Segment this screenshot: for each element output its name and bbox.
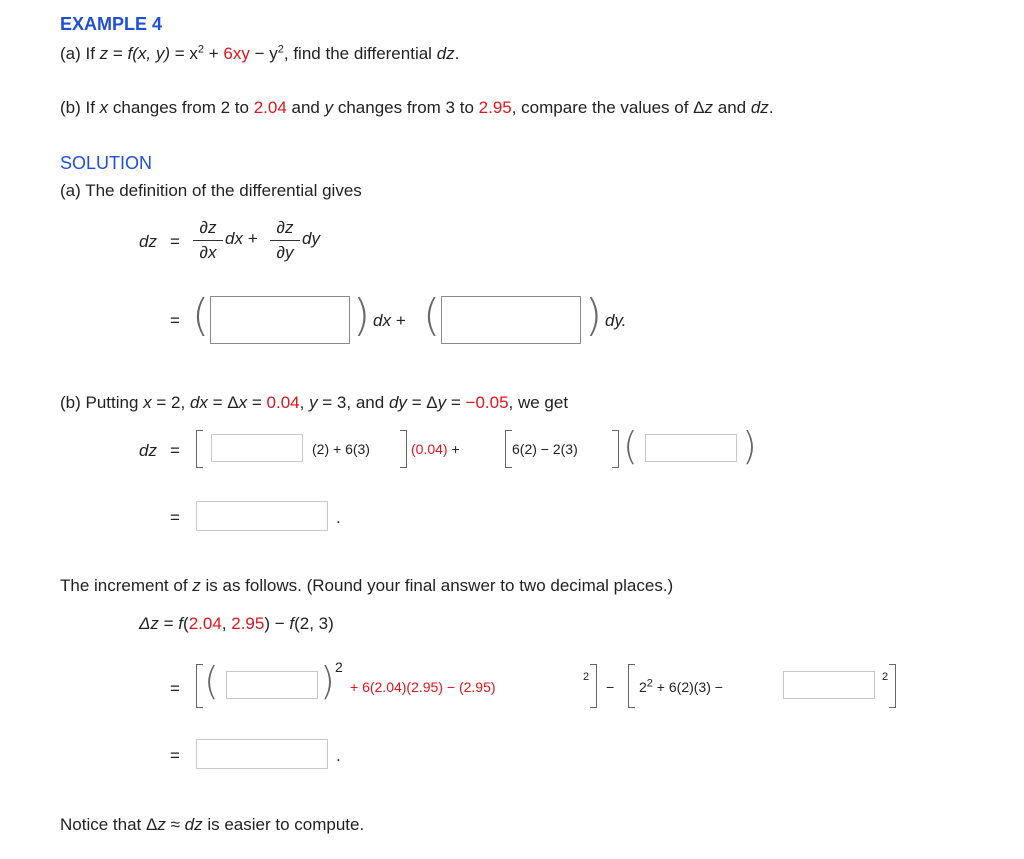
problem-b [60, 98, 774, 118]
solution-a-intro: (a) The definition of the differential gives [60, 181, 362, 200]
b-term-2: (0.04) + [411, 441, 460, 457]
var-dy: dy [388, 393, 407, 412]
text: = [247, 393, 267, 412]
text: ) [264, 614, 270, 633]
dx-plus-2: dx + [373, 311, 406, 330]
left-paren: ( [423, 290, 441, 341]
text: (2, 3) [294, 614, 334, 633]
right-paren: ) [742, 424, 757, 468]
left-bracket [628, 664, 635, 708]
text: = 3, and [317, 393, 389, 412]
dz-result-input[interactable] [196, 501, 328, 531]
var-y: y [309, 393, 318, 412]
dz-dx-input[interactable] [210, 296, 350, 344]
b-term-1: (2) + 6(3) [312, 441, 370, 457]
fraction-bar [193, 240, 223, 241]
text: + 6(2)(3) − [652, 679, 723, 695]
solution-b-line [60, 393, 568, 413]
function-f: f [289, 614, 295, 633]
problem-a [60, 44, 459, 64]
text: − y [249, 44, 278, 63]
text: , find the differential [283, 44, 437, 63]
right-bracket [889, 664, 896, 708]
text: is easier to compute. [202, 815, 365, 834]
dy-value-input[interactable] [645, 434, 737, 462]
notice-text [60, 815, 364, 835]
var-x: x [99, 98, 109, 117]
text: . [768, 98, 774, 117]
function-f: f [178, 614, 184, 633]
value-0-04: 0.04 [266, 393, 300, 412]
text: and [713, 98, 751, 117]
var-z: z [99, 44, 109, 63]
text: , [221, 614, 232, 633]
var-z: z [192, 576, 201, 595]
fraction-bar [270, 240, 300, 241]
text: is as follows. (Round your final answer to two decimal places.) [200, 576, 674, 595]
dz-dy-input[interactable] [441, 296, 581, 344]
exponent: 2 [882, 671, 889, 683]
text: ( [183, 614, 189, 633]
left-paren: ( [204, 659, 219, 703]
var-dz: dz [436, 44, 455, 63]
equals-sign: = [170, 441, 180, 460]
long-term-1: + 6(2.04)(2.95) − (2.95) [350, 679, 496, 695]
exponent: 2 [277, 43, 284, 56]
equals-sign: = [170, 311, 180, 330]
y-squared-input[interactable] [783, 671, 875, 699]
right-paren: ) [585, 290, 603, 341]
partial-z-numerator-2: ∂z [276, 218, 294, 237]
dz-label-b: dz [139, 441, 157, 460]
text: and [286, 98, 325, 117]
var-dx: dx [189, 393, 208, 412]
text: , compare the values of Δ [511, 98, 705, 117]
equals-sign: = [170, 746, 180, 765]
value-neg-0-05: −0.05 [465, 393, 509, 412]
var-z: z [704, 98, 714, 117]
exponent: 2 [197, 43, 205, 56]
term-6xy: 6xy [223, 44, 250, 63]
partial-x-denominator: ∂x [199, 243, 217, 262]
text: (b) If [60, 98, 100, 117]
long-minus: − [606, 679, 615, 695]
dy-label: dy [302, 229, 320, 248]
text: . [454, 44, 460, 63]
exponent: 2 [646, 677, 653, 690]
example-title: EXAMPLE 4 [60, 14, 163, 34]
partial-z-numerator: ∂z [199, 218, 217, 237]
problem-a-prefix: (a) If [60, 44, 100, 63]
period: . [336, 746, 341, 765]
text: Notice that Δ [60, 815, 158, 834]
text: 2 [639, 679, 647, 695]
value-2-95: 2.95 [231, 614, 265, 633]
delta-z-line [139, 614, 334, 634]
var-x: x [238, 393, 248, 412]
value-2-04: 2.04 [188, 614, 222, 633]
partial-y-denominator: ∂y [276, 243, 294, 262]
var-dz: dz [750, 98, 769, 117]
text: = x [170, 44, 198, 63]
text: + [204, 44, 224, 63]
b-term-3: 6(2) − 2(3) [512, 441, 578, 457]
var-z: z [157, 815, 166, 834]
text: (b) Putting [60, 393, 144, 412]
left-bracket [505, 430, 512, 468]
period: . [336, 508, 341, 527]
exponent: 2 [583, 671, 590, 683]
text: , [299, 393, 310, 412]
right-paren: ) [353, 290, 371, 341]
text: dx + [225, 229, 258, 248]
text: = [446, 393, 466, 412]
text: = [108, 44, 128, 63]
delta-z-result-input[interactable] [196, 739, 328, 769]
text: = Δ [207, 393, 239, 412]
increment-text [60, 576, 673, 596]
delta-z: Δz [139, 614, 159, 633]
fx-coefficient-input[interactable] [211, 434, 303, 462]
text: The increment of [60, 576, 193, 595]
solution-label: SOLUTION [60, 153, 153, 173]
exponent: 2 [335, 659, 343, 675]
dy-end: dy. [605, 311, 627, 330]
right-bracket [590, 664, 597, 708]
right-paren: ) [320, 659, 335, 703]
text: changes from 2 to [108, 98, 254, 117]
var-y: y [324, 98, 334, 117]
var-y: y [437, 393, 447, 412]
text: changes from 3 to [333, 98, 479, 117]
text: ≈ [165, 815, 185, 834]
equals-sign: = [170, 679, 180, 698]
dx-plus [225, 229, 258, 249]
left-bracket [196, 430, 203, 468]
left-paren: ( [623, 424, 638, 468]
equals-sign: = [170, 508, 180, 527]
var-x: x [143, 393, 152, 412]
dz-label: dz [139, 232, 157, 251]
text: − [270, 614, 290, 633]
var-dz: dz [184, 815, 203, 834]
text: = [158, 614, 179, 633]
text: , we get [508, 393, 569, 412]
left-paren: ( [192, 290, 210, 341]
value-2-95: 2.95 [478, 98, 512, 117]
x-squared-input[interactable] [226, 671, 318, 699]
right-bracket [612, 430, 619, 468]
right-bracket [400, 430, 407, 468]
long-term-2 [639, 679, 723, 696]
left-bracket [196, 664, 203, 708]
function-f: f(x, y) [127, 44, 171, 63]
text: = 2, [151, 393, 190, 412]
equals-sign: = [170, 232, 180, 251]
text: = Δ [406, 393, 438, 412]
value-2-04: 2.04 [253, 98, 287, 117]
